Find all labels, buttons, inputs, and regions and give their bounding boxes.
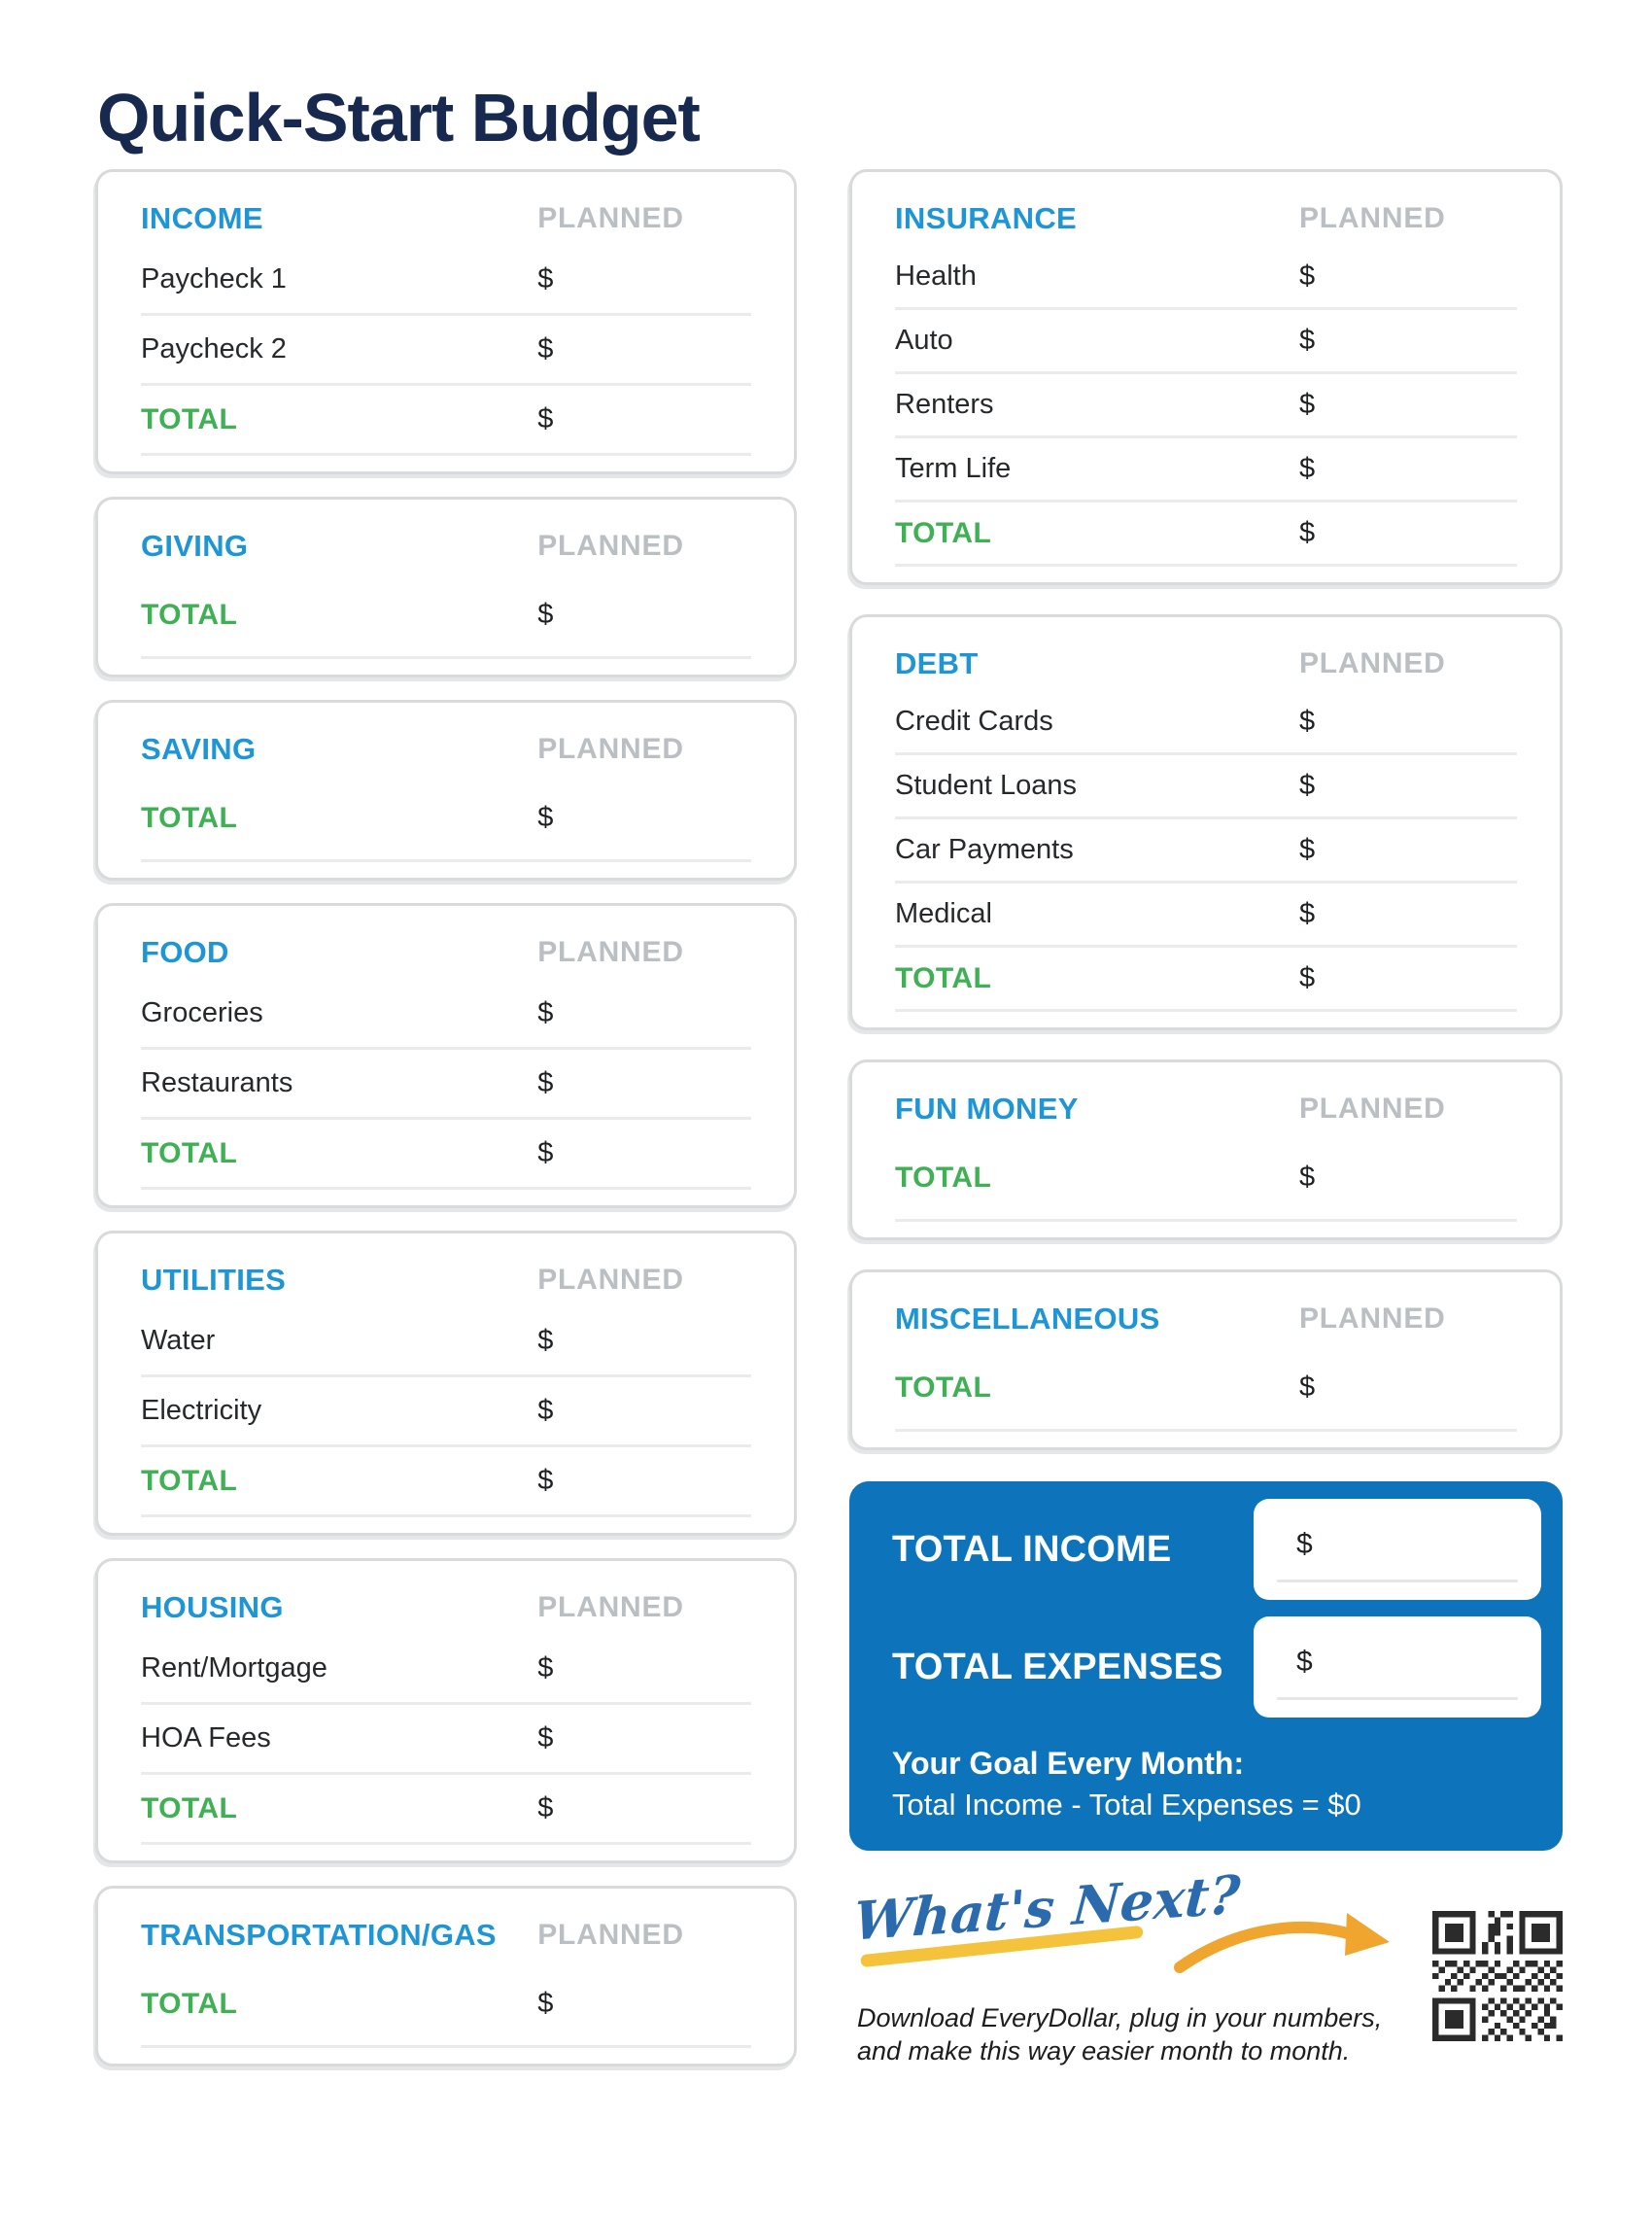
right-column	[849, 169, 1563, 2082]
summary-box	[849, 1481, 1563, 1851]
budget-row	[895, 310, 1517, 374]
planned-label: PLANNED	[537, 733, 684, 765]
budget-row	[141, 316, 751, 386]
card-header	[141, 925, 751, 980]
budget-row	[895, 755, 1517, 819]
section-title: TRANSPORTATION/GAS	[141, 1918, 497, 1952]
row-label: Paycheck 2	[141, 333, 287, 365]
row-label: Student Loans	[895, 770, 1078, 801]
section-title: DEBT	[895, 646, 979, 680]
total-row	[895, 1136, 1517, 1222]
amount-field[interactable]: $	[537, 997, 554, 1028]
budget-row	[895, 819, 1517, 884]
amount-field[interactable]: $	[1299, 1371, 1316, 1403]
total-label: TOTAL	[141, 1464, 238, 1497]
amount-field[interactable]: $	[1299, 962, 1316, 993]
total-expenses-label: TOTAL EXPENSES	[892, 1646, 1223, 1687]
total-income-label: TOTAL INCOME	[892, 1528, 1172, 1570]
card-header	[895, 1082, 1517, 1136]
planned-label: PLANNED	[1299, 647, 1446, 679]
dollar-sign: $	[1296, 1528, 1313, 1560]
row-label: Rent/Mortgage	[141, 1652, 327, 1684]
amount-field[interactable]: $	[1299, 706, 1316, 737]
budget-row	[141, 980, 751, 1050]
planned-label: PLANNED	[537, 1264, 684, 1296]
section-title: GIVING	[141, 529, 249, 563]
footer	[849, 1862, 1563, 2082]
planned-label: PLANNED	[537, 1591, 684, 1623]
card-header	[895, 1292, 1517, 1346]
card-debt	[849, 614, 1563, 1030]
card-header	[141, 191, 751, 246]
budget-row	[141, 1705, 751, 1775]
card-income	[95, 169, 797, 474]
amount-field[interactable]: $	[1299, 517, 1316, 548]
total-label: TOTAL	[895, 1371, 992, 1404]
amount-field[interactable]: $	[1299, 260, 1316, 292]
card-housing	[95, 1558, 797, 1863]
card-miscellaneous	[849, 1269, 1563, 1450]
total-label: TOTAL	[141, 1987, 238, 2020]
total-label: TOTAL	[141, 402, 238, 435]
total-expenses-row	[892, 1616, 1541, 1718]
total-row	[141, 777, 751, 862]
row-label: Auto	[895, 325, 953, 356]
footer-note	[857, 2002, 1382, 2068]
budget-row	[895, 374, 1517, 438]
budget-row	[141, 1307, 751, 1377]
input-underline	[1277, 1697, 1518, 1700]
amount-field[interactable]: $	[1299, 898, 1316, 929]
amount-field[interactable]: $	[537, 1325, 554, 1356]
planned-label: PLANNED	[1299, 202, 1446, 234]
amount-field[interactable]: $	[537, 1067, 554, 1098]
row-label: Renters	[895, 389, 994, 420]
input-underline	[1277, 1580, 1518, 1582]
footer-note-line1: Download EveryDollar, plug in your numbers,	[857, 2003, 1383, 2033]
total-label: TOTAL	[895, 1161, 992, 1194]
amount-field[interactable]: $	[537, 599, 554, 630]
total-label: TOTAL	[895, 516, 992, 549]
section-title: UTILITIES	[141, 1263, 287, 1297]
total-label: TOTAL	[141, 801, 238, 834]
row-label: HOA Fees	[141, 1722, 271, 1753]
section-title: HOUSING	[141, 1590, 284, 1624]
card-header	[895, 191, 1517, 246]
goal-formula: Total Income - Total Expenses = $0	[892, 1788, 1361, 1823]
amount-field[interactable]: $	[1299, 325, 1316, 356]
budget-row	[141, 246, 751, 316]
section-title: FUN MONEY	[895, 1092, 1079, 1126]
row-label: Electricity	[141, 1395, 262, 1426]
card-giving	[95, 497, 797, 677]
card-header	[141, 722, 751, 777]
row-label: Groceries	[141, 997, 263, 1028]
card-header	[141, 1580, 751, 1635]
budget-row	[895, 691, 1517, 755]
total-row	[141, 386, 751, 456]
total-row	[141, 1120, 751, 1190]
amount-field[interactable]: $	[537, 802, 554, 833]
total-row	[141, 1447, 751, 1517]
dollar-sign: $	[1296, 1646, 1313, 1678]
card-fun-money	[849, 1059, 1563, 1240]
total-label: TOTAL	[895, 961, 992, 994]
total-label: TOTAL	[141, 598, 238, 631]
card-utilities	[95, 1231, 797, 1536]
row-label: Health	[895, 260, 977, 292]
section-title: INSURANCE	[895, 201, 1077, 235]
page-title: Quick-Start Budget	[97, 80, 700, 156]
amount-field[interactable]: $	[1299, 389, 1316, 420]
planned-label: PLANNED	[1299, 1302, 1446, 1335]
amount-field[interactable]: $	[537, 1465, 554, 1496]
card-insurance	[849, 169, 1563, 585]
total-income-field[interactable]	[1254, 1499, 1541, 1600]
section-title: INCOME	[141, 201, 263, 235]
card-header	[895, 637, 1517, 691]
total-row	[895, 948, 1517, 1012]
total-row	[141, 573, 751, 659]
amount-field[interactable]: $	[537, 1395, 554, 1426]
total-row	[895, 1346, 1517, 1432]
section-title: SAVING	[141, 732, 257, 766]
total-row	[895, 503, 1517, 567]
section-title: MISCELLANEOUS	[895, 1302, 1160, 1336]
amount-field[interactable]: $	[537, 403, 554, 434]
card-saving	[95, 700, 797, 881]
total-expenses-field[interactable]	[1254, 1616, 1541, 1718]
amount-field[interactable]: $	[537, 1722, 554, 1753]
budget-row	[895, 884, 1517, 948]
card-header	[141, 519, 751, 573]
arrow-icon	[1170, 1905, 1394, 1987]
budget-row	[895, 438, 1517, 503]
planned-label: PLANNED	[537, 530, 684, 562]
card-header	[141, 1253, 751, 1307]
row-label: Paycheck 1	[141, 263, 287, 295]
card-transportation-gas	[95, 1886, 797, 2066]
budget-row	[141, 1377, 751, 1447]
amount-field[interactable]: $	[537, 333, 554, 365]
budget-row	[141, 1635, 751, 1705]
amount-field[interactable]: $	[537, 1988, 554, 2019]
planned-label: PLANNED	[537, 936, 684, 968]
budget-row	[895, 246, 1517, 310]
budget-columns	[95, 169, 1652, 2089]
goal-title: Your Goal Every Month:	[892, 1746, 1245, 1781]
card-food	[95, 903, 797, 1208]
row-label: Term Life	[895, 453, 1012, 484]
planned-label: PLANNED	[1299, 1093, 1446, 1125]
whats-next-text: What's Next?	[851, 1862, 1243, 1953]
row-label: Restaurants	[141, 1067, 293, 1098]
row-label: Medical	[895, 898, 992, 929]
footer-note-line2: and make this way easier month to month.	[857, 2035, 1351, 2066]
amount-field[interactable]: $	[1299, 1162, 1316, 1193]
whats-next-script	[851, 1862, 1243, 1997]
total-row	[141, 1775, 751, 1845]
planned-label: PLANNED	[537, 202, 684, 234]
row-label: Water	[141, 1325, 216, 1356]
amount-field[interactable]: $	[1299, 770, 1316, 801]
amount-field[interactable]: $	[1299, 834, 1316, 865]
row-label: Car Payments	[895, 834, 1074, 865]
planned-label: PLANNED	[537, 1919, 684, 1951]
total-label: TOTAL	[141, 1136, 238, 1169]
qr-code	[1432, 1911, 1563, 2041]
card-header	[141, 1908, 751, 1962]
amount-field[interactable]: $	[537, 1137, 554, 1168]
goal-block	[892, 1743, 1541, 1825]
amount-field[interactable]: $	[1299, 453, 1316, 484]
amount-field[interactable]: $	[537, 1652, 554, 1684]
total-label: TOTAL	[141, 1791, 238, 1824]
row-label: Credit Cards	[895, 706, 1053, 737]
section-title: FOOD	[141, 935, 229, 969]
left-column	[95, 169, 797, 2089]
amount-field[interactable]: $	[537, 1792, 554, 1823]
total-income-row	[892, 1499, 1541, 1600]
budget-row	[141, 1050, 751, 1120]
total-row	[141, 1962, 751, 2048]
amount-field[interactable]: $	[537, 263, 554, 295]
